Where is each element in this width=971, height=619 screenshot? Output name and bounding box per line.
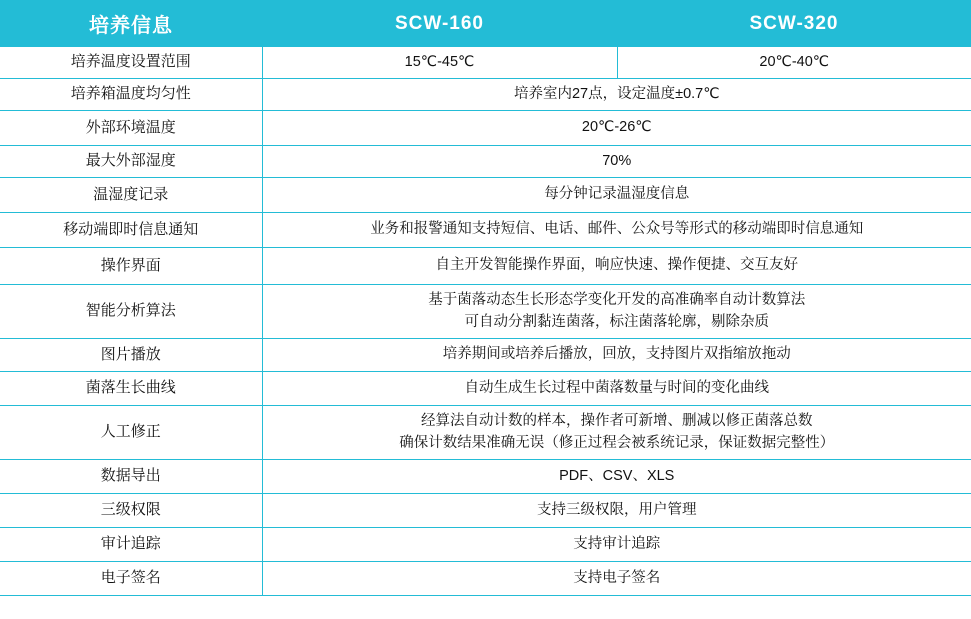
- table-row: [0, 372, 971, 406]
- table-row: [0, 47, 971, 79]
- row-value-shared: 20℃-26℃: [262, 111, 971, 146]
- row-value-line-1: 经算法自动计数的样本，操作者可新增、删减以修正菌落总数: [421, 412, 813, 429]
- row-label: 图片播放: [0, 339, 262, 372]
- row-value-model-a: 15℃-45℃: [262, 47, 617, 79]
- row-label: 外部环境温度: [0, 111, 262, 146]
- row-label: 培养温度设置范围: [0, 47, 262, 79]
- row-value-line-1: 基于菌落动态生长形态学变化开发的高准确率自动计数算法: [428, 291, 806, 308]
- table-row: [0, 494, 971, 528]
- table-row: [0, 562, 971, 596]
- table-row: [0, 339, 971, 372]
- header-cell-label: 培养信息: [0, 0, 262, 47]
- row-value-shared: [262, 285, 971, 339]
- row-label: 最大外部湿度: [0, 146, 262, 178]
- table-row: [0, 460, 971, 494]
- row-label: 移动端即时信息通知: [0, 213, 262, 248]
- row-label: 智能分析算法: [0, 285, 262, 339]
- row-label: 三级权限: [0, 494, 262, 528]
- row-value-shared: 支持审计追踪: [262, 528, 971, 562]
- row-value-shared: 70%: [262, 146, 971, 178]
- row-label: 审计追踪: [0, 528, 262, 562]
- row-label: 菌落生长曲线: [0, 372, 262, 406]
- row-value-line-2: 可自动分割黏连菌落，标注菌落轮廓，剔除杂质: [464, 313, 769, 330]
- table-header: [0, 0, 971, 47]
- table-row: [0, 111, 971, 146]
- table-row: [0, 528, 971, 562]
- row-value-shared: 培养期间或培养后播放，回放，支持图片双指缩放拖动: [262, 339, 971, 372]
- row-label: 人工修正: [0, 406, 262, 460]
- row-value-shared: 培养室内27点，设定温度±0.7℃: [262, 79, 971, 111]
- table-body: [0, 47, 971, 596]
- row-value-shared: 每分钟记录温湿度信息: [262, 178, 971, 213]
- table-row: [0, 285, 971, 339]
- header-row: [0, 0, 971, 47]
- row-value-shared: 自主开发智能操作界面，响应快速、操作便捷、交互友好: [262, 248, 971, 285]
- row-value-shared: 支持三级权限，用户管理: [262, 494, 971, 528]
- row-value-line-2: 确保计数结果准确无误（修正过程会被系统记录，保证数据完整性）: [399, 434, 835, 451]
- table-row: [0, 178, 971, 213]
- row-value-shared: [262, 406, 971, 460]
- row-label: 电子签名: [0, 562, 262, 596]
- row-label: 操作界面: [0, 248, 262, 285]
- row-value-shared: 业务和报警通知支持短信、电话、邮件、公众号等形式的移动端即时信息通知: [262, 213, 971, 248]
- row-value-shared: PDF、CSV、XLS: [262, 460, 971, 494]
- header-cell-model-a: SCW-160: [262, 0, 617, 47]
- table-row: [0, 146, 971, 178]
- row-label: 培养箱温度均匀性: [0, 79, 262, 111]
- table-row: [0, 248, 971, 285]
- row-value-shared: 自动生成生长过程中菌落数量与时间的变化曲线: [262, 372, 971, 406]
- table-row: [0, 406, 971, 460]
- table-row: [0, 79, 971, 111]
- row-value-shared: 支持电子签名: [262, 562, 971, 596]
- table-row: [0, 213, 971, 248]
- row-label: 数据导出: [0, 460, 262, 494]
- row-label: 温湿度记录: [0, 178, 262, 213]
- header-cell-model-b: SCW-320: [617, 0, 971, 47]
- row-value-model-b: 20℃-40℃: [617, 47, 971, 79]
